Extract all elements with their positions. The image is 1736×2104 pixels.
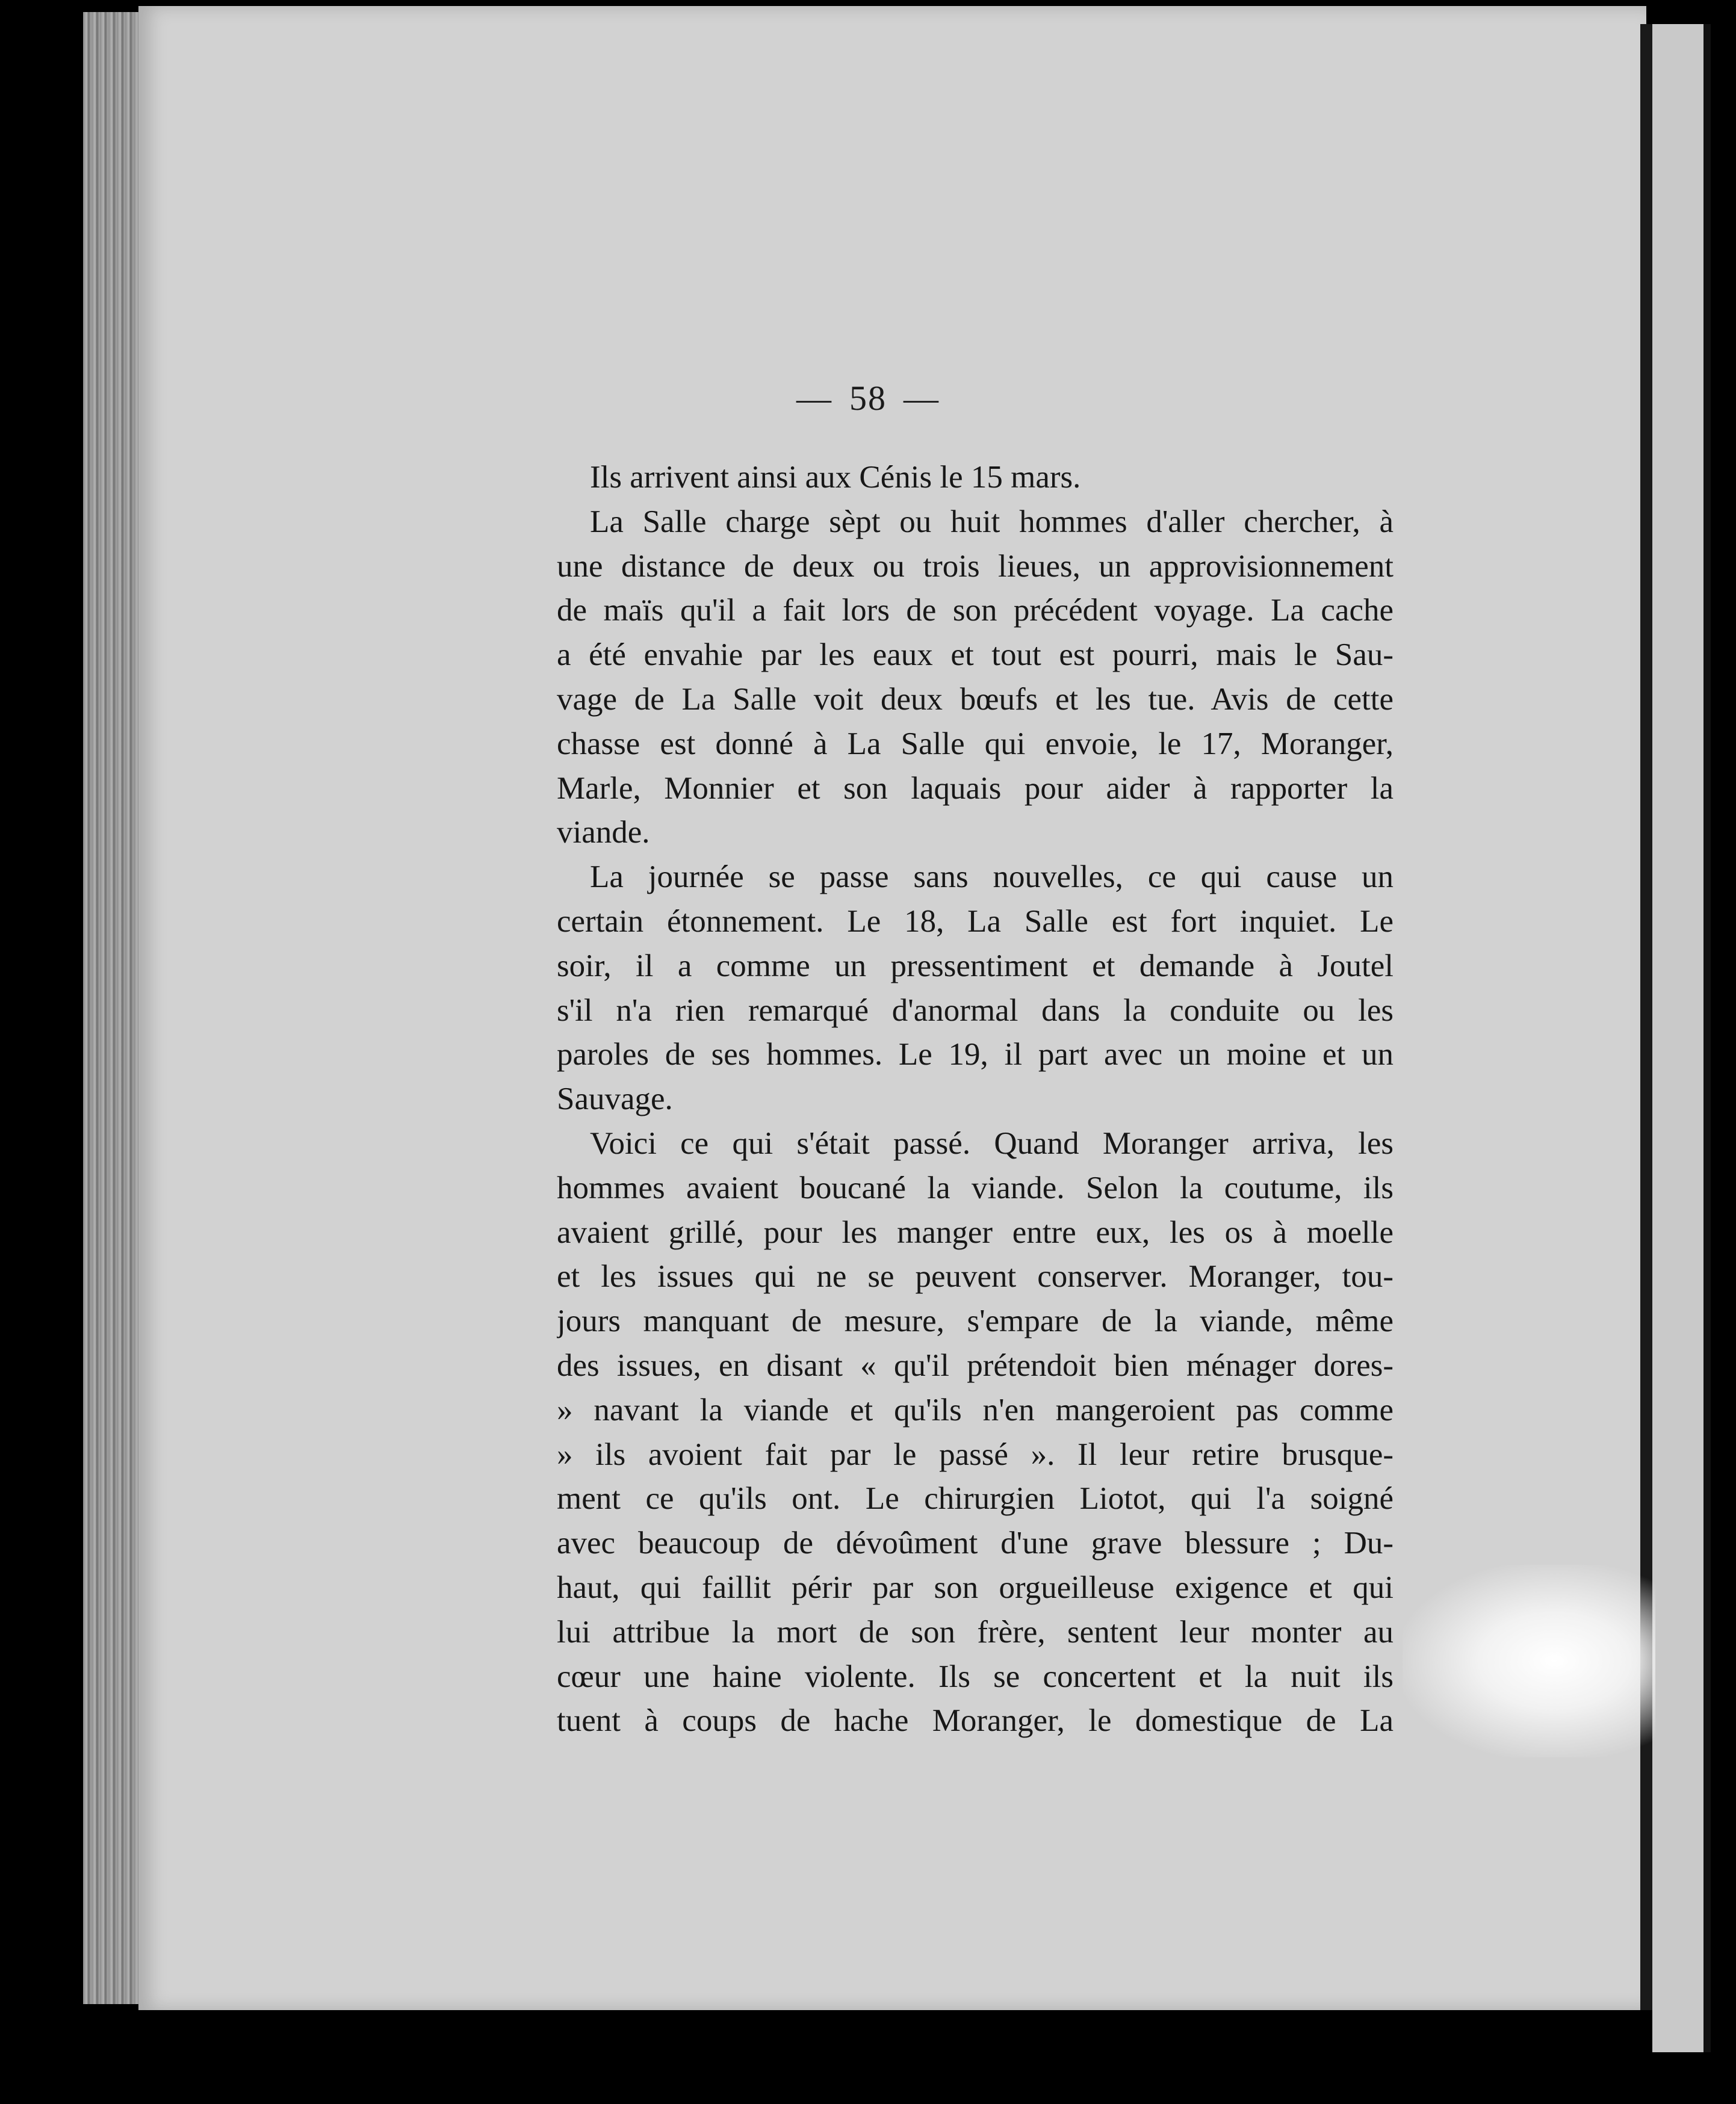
- text-line: » ils avoient fait par le passé ». Il leur retire brusque-: [557, 1437, 1393, 1472]
- text-line: vage de La Salle voit deux bœufs et les tue. Avis de cette: [557, 681, 1393, 717]
- text-line: ment ce qu'ils ont. Le chirurgien Liotot, qui l'a soigné: [557, 1481, 1393, 1517]
- text-line: avaient grillé, pour les manger entre eux, les os à moelle: [557, 1214, 1393, 1250]
- text-line: soir, il a comme un pressentiment et demande à Joutel: [557, 948, 1393, 983]
- page-number-dash-left: —: [796, 379, 832, 418]
- text-line: certain étonnement. Le 18, La Salle est fort inquiet. Le: [557, 903, 1393, 939]
- scan-bottom-margin: [0, 2010, 1652, 2104]
- text-line: » navant la viande et qu'ils n'en mangeroient pas comme: [557, 1392, 1393, 1428]
- text-line: avec beaucoup de dévoûment d'une grave blessure ; Du-: [557, 1526, 1393, 1561]
- text-line: chasse est donné à La Salle qui envoie, le 17, Moranger,: [557, 726, 1393, 761]
- text-line: a été envahie par les eaux et tout est pourri, mais le Sau-: [557, 637, 1393, 673]
- text-line: paroles de ses hommes. Le 19, il part avec un moine et un: [557, 1037, 1393, 1072]
- text-line: La Salle charge sèpt ou huit hommes d'aller chercher, à: [590, 504, 1393, 539]
- text-line: lui attribue la mort de son frère, sentent leur monter au: [557, 1614, 1393, 1650]
- page-number-value: 58: [849, 379, 887, 418]
- scan-border: [1703, 24, 1711, 2052]
- text-line: s'il n'a rien remarqué d'anormal dans la conduite ou les: [557, 992, 1393, 1028]
- text-line: jours manquant de mesure, s'empare de la viande, même: [557, 1304, 1393, 1339]
- text-line: haut, qui faillit périr par son orgueilleuse exigence et qui: [557, 1570, 1393, 1605]
- text-line: viande.: [557, 815, 650, 850]
- page-number: [0, 378, 1736, 418]
- text-line: de maïs qu'il a fait lors de son précédent voyage. La cache: [557, 593, 1393, 628]
- text-line: Ils arrivent ainsi aux Cénis le 15 mars.: [590, 460, 1081, 495]
- text-line: Sauvage.: [557, 1081, 673, 1117]
- text-line: Marle, Monnier et son laquais pour aider à rapporter la: [557, 770, 1393, 806]
- text-line: La journée se passe sans nouvelles, ce qui cause un: [590, 859, 1393, 895]
- text-line: des issues, en disant « qu'il prétendoit bien ménager dores-: [557, 1347, 1393, 1383]
- text-line: et les issues qui ne se peuvent conserver. Moranger, tou-: [557, 1259, 1393, 1295]
- text-line: cœur une haine violente. Ils se concertent et la nuit ils: [557, 1659, 1393, 1694]
- text-line: une distance de deux ou trois lieues, un approvisionnement: [557, 548, 1393, 584]
- text-line: hommes avaient boucané la viande. Selon la coutume, ils: [557, 1170, 1393, 1205]
- text-line: Voici ce qui s'était passé. Quand Moranger arriva, les: [590, 1125, 1393, 1161]
- body-text: [557, 456, 1393, 1744]
- text-line: tuent à coups de hache Moranger, le domestique de La: [557, 1703, 1393, 1739]
- facing-page-strip: [1652, 24, 1710, 2052]
- scan-glare: [1403, 1565, 1655, 1757]
- page-number-dash-right: —: [904, 379, 940, 418]
